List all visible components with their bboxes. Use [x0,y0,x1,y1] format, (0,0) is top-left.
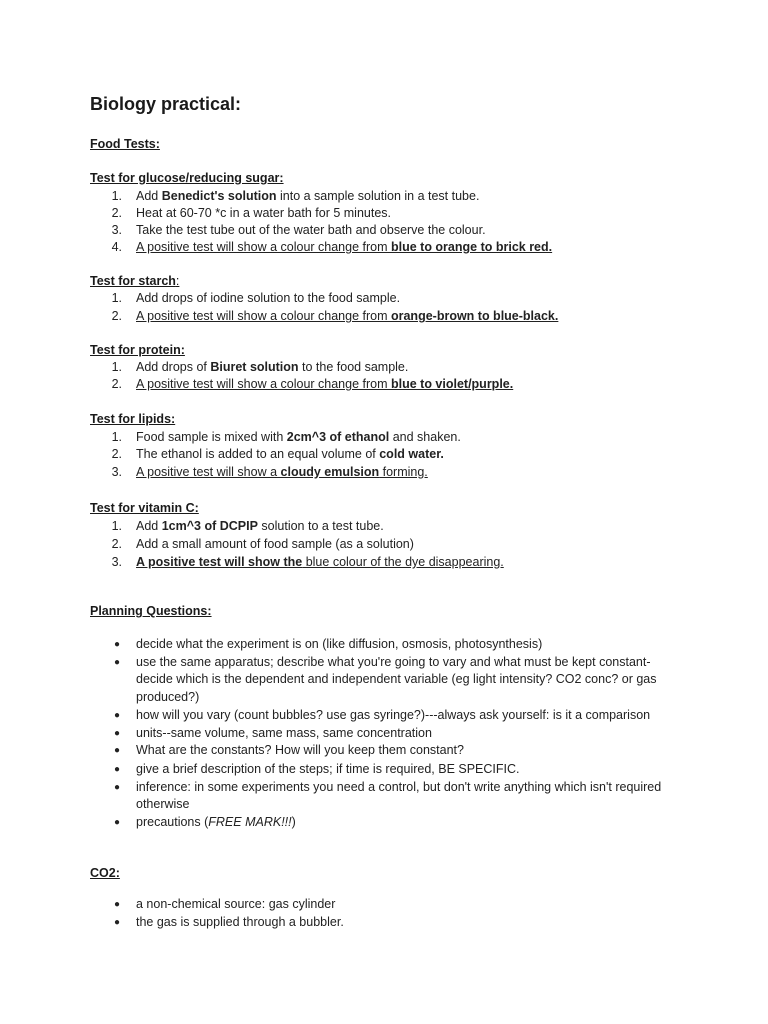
list-number: 3. [111,465,122,479]
list-number: 1. [111,189,122,203]
list-number: 2. [111,206,122,220]
list-number: 1. [111,360,122,374]
list-text: give a brief description of the steps; if time is required, BE SPECIFIC. [136,762,520,776]
list-text: A positive test will show the blue colour of the dye disappearing. [136,555,504,569]
glucose-heading: Test for glucose/reducing sugar: [90,171,284,185]
list-text: units--same volume, same mass, same concentration [136,726,432,740]
list-text: Add a small amount of food sample (as a solution) [136,537,414,551]
list-text: Take the test tube out of the water bath and observe the colour. [136,223,486,237]
list-number: 1. [111,519,122,533]
list-text: A positive test will show a colour change from blue to violet/purple. [136,377,514,391]
list-text: precautions (FREE MARK!!!) [136,815,296,829]
list-number: 2. [111,377,122,391]
lipids-heading: Test for lipids: [90,412,176,426]
list-number: 3. [111,223,122,237]
list-text: decide which is the dependent and independent variable (eg light intensity? CO2 conc? or gas [136,672,657,686]
bullet-icon: ● [113,817,121,828]
list-text: Add drops of iodine solution to the food sample. [136,291,401,305]
list-text: inference: in some experiments you need a control, but don't write anything which isn't required [136,780,662,794]
list-number: 2. [111,537,122,551]
list-text: A positive test will show a colour change from orange-brown to blue-black. [136,309,559,323]
list-text: Heat at 60-70 *c in a water bath for 5 minutes. [136,206,391,220]
list-text: a non-chemical source: gas cylinder [136,897,336,911]
protein-heading: Test for protein: [90,343,185,357]
list-number: 4. [111,240,122,254]
vitamin-c-heading: Test for vitamin C: [90,501,199,515]
bullet-icon: ● [113,728,121,739]
list-text: Food sample is mixed with 2cm^3 of ethanol and shaken. [136,430,461,444]
list-text: use the same apparatus; describe what you're going to vary and what must be kept constant- [136,655,651,669]
planning-heading: Planning Questions: [90,604,212,618]
list-number: 2. [111,309,122,323]
bullet-icon: ● [113,745,121,756]
list-text: the gas is supplied through a bubbler. [136,915,344,929]
list-number: 1. [111,430,122,444]
list-text: how will you vary (count bubbles? use gas syringe?)---always ask yourself: is it a comparison [136,708,651,722]
bullet-icon: ● [113,657,121,668]
page-title: Biology practical: [90,94,242,114]
list-text: A positive test will show a cloudy emulsion forming. [136,465,428,479]
list-number: 1. [111,291,122,305]
list-text: A positive test will show a colour change from blue to orange to brick red. [136,240,553,254]
list-text: What are the constants? How will you keep them constant? [136,743,464,757]
list-text: produced?) [136,690,200,704]
bullet-icon: ● [113,899,121,910]
bullet-icon: ● [113,639,121,650]
list-text: The ethanol is added to an equal volume of cold water. [136,447,444,461]
bullet-icon: ● [113,710,121,721]
bullet-icon: ● [113,764,121,775]
bullet-icon: ● [113,917,121,928]
starch-heading: Test for starch: [90,274,180,288]
list-number: 3. [111,555,122,569]
bullet-icon: ● [113,782,121,793]
list-number: 2. [111,447,122,461]
food-tests-heading: Food Tests: [90,137,160,151]
co2-heading: CO2: [90,866,120,880]
list-text: Add Benedict's solution into a sample solution in a test tube. [136,189,480,203]
list-text: Add drops of Biuret solution to the food sample. [136,360,409,374]
list-text: otherwise [136,797,190,811]
list-text: Add 1cm^3 of DCPIP solution to a test tube. [136,519,384,533]
list-text: decide what the experiment is on (like diffusion, osmosis, photosynthesis) [136,637,543,651]
